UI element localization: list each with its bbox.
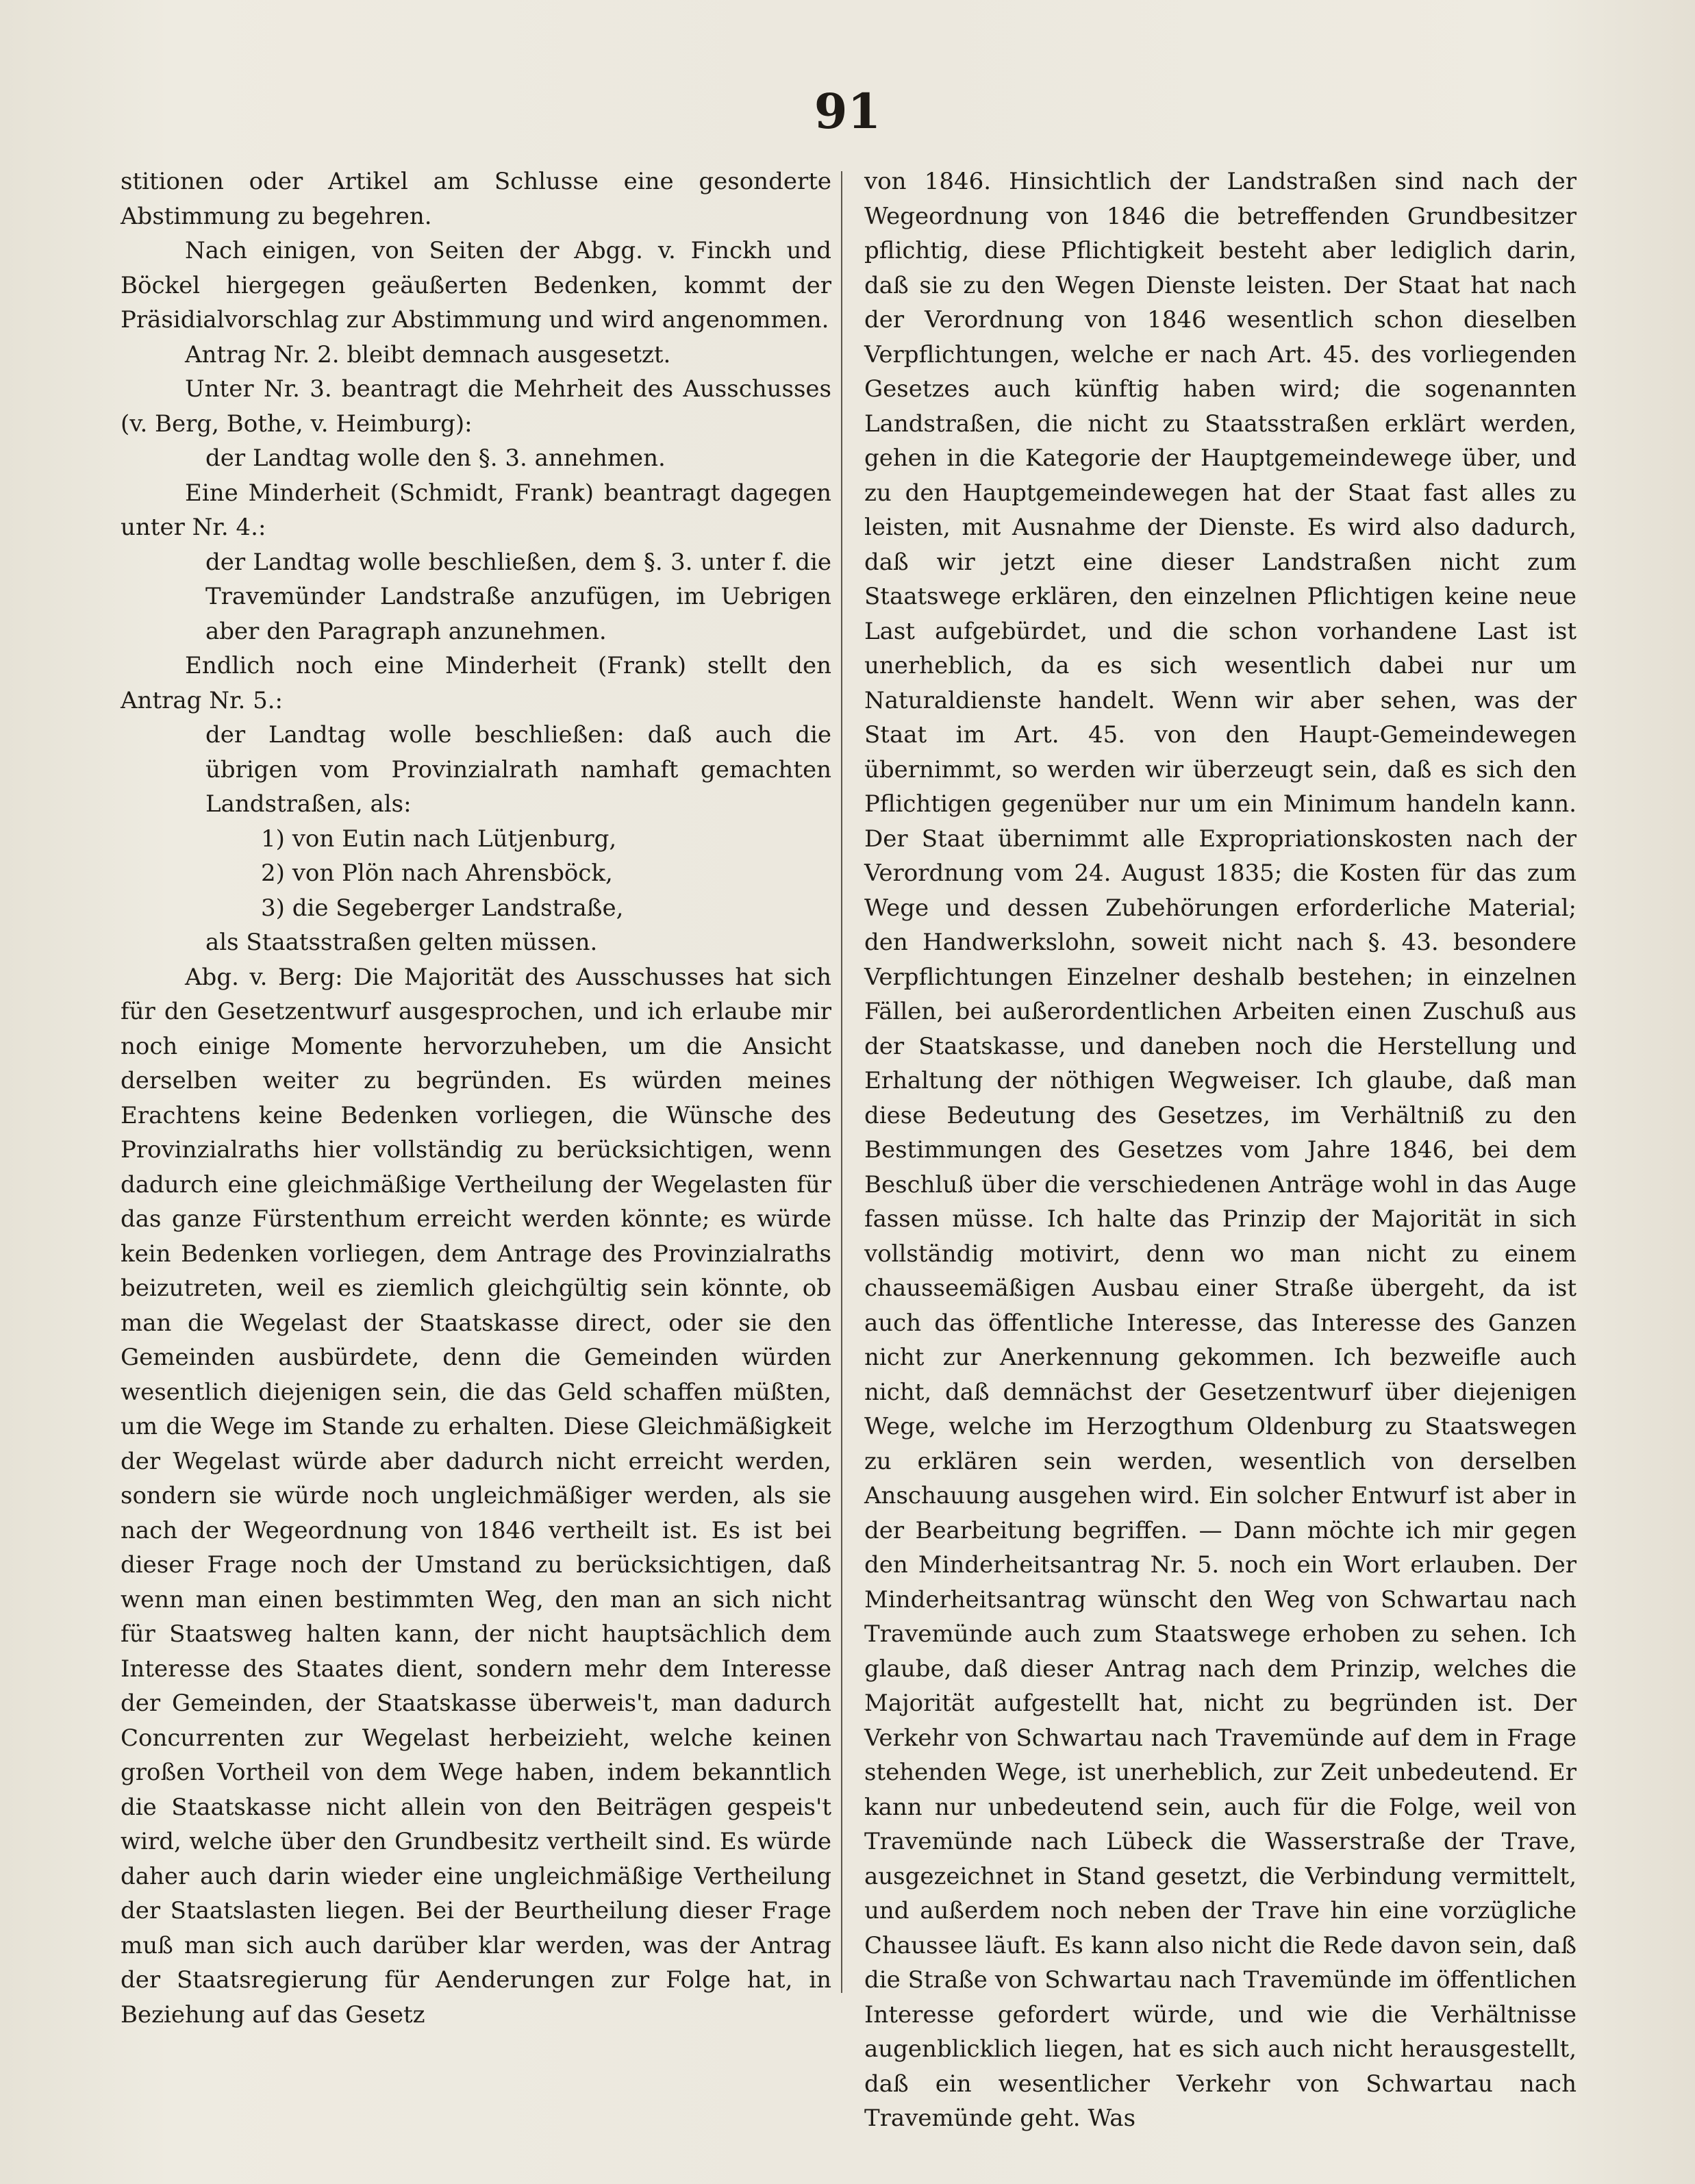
paragraph: stitionen oder Artikel am Schlusse eine gesonderte Abstimmung zu begehren. xyxy=(121,168,831,230)
paragraph: Endlich noch eine Minderheit (Frank) stellt den Antrag Nr. 5.: xyxy=(121,652,831,714)
list-item: 1) von Eutin nach Lütjenburg, xyxy=(261,825,617,853)
motion-text: als Staatsstraßen gelten müssen. xyxy=(205,929,598,956)
motion-text: der Landtag wolle beschließen: daß auch die übrigen vom Provinzialrath namhaft gemachten Landstraßen, als: xyxy=(205,721,831,818)
list-item: 3) die Segeberger Landstraße, xyxy=(261,894,624,922)
page-number: 91 xyxy=(814,83,881,140)
list-item: 2) von Plön nach Ahrensböck, xyxy=(261,859,613,887)
column-divider xyxy=(841,171,842,1993)
paragraph: Antrag Nr. 2. bleibt demnach ausgesetzt. xyxy=(185,340,671,368)
speech-paragraph: Abg. v. Berg: Die Majorität des Ausschusses hat sich für den Gesetzentwurf ausgesprochen, und ich erlaube mir noch einige Momente hervorzuheben, um die Ansicht derselben weiter zu begründen. Es würden meines Erachtens keine Bedenken vorliegen, die Wünsche des Provinzialraths hier vollständig zu berücksichtigen, wenn dadurch eine gleichmäßige Vertheilung der Wegelasten für das ganze Fürstenthum erreicht werden könnte; es würde kein Bedenken vorliegen, dem Antrage des Provinzialraths beizutreten, weil es ziemlich gleichgültig sein könnte, ob man die Wegelast der Staatskasse direct, oder sie den Gemeinden ausbürdete, denn die Gemeinden würden wesentlich diejenigen sein, die das Geld schaffen müßten, um die Wege im Stande zu erhalten. Diese Gleichmäßigkeit der Wegelast würde aber dadurch nicht erreicht werden, sondern sie würde noch ungleichmäßiger werden, als sie nach der Wegeordnung von 1846 vertheilt ist. Es ist bei dieser Frage noch der Umstand zu berücksichtigen, daß wenn man einen bestimmten Weg, den man an sich nicht für Staatsweg halten kann, der nicht hauptsächlich dem Interesse des Staates dient, sondern mehr dem Interesse der Gemeinden, der Staatskasse überweis't, man dadurch Concurrenten zur Wegelast herbeizieht, welche keinen großen Vortheil von dem Wege haben, indem bekanntlich die Staatskasse nicht allein von den Beiträgen gespeis't wird, welche über den Grundbesitz vertheilt sind. Es würde daher auch darin wieder eine ungleichmäßige Vertheilung der Staatslasten liegen. Bei der Beurtheilung dieser Frage muß man sich auch darüber klar werden, was der Antrag der Staatsregierung für Aenderungen zur Folge hat, in Beziehung auf das Gesetz xyxy=(121,963,831,2029)
paragraph: Eine Minderheit (Schmidt, Frank) beantragt dagegen unter Nr. 4.: xyxy=(121,479,831,541)
motion-text: der Landtag wolle den §. 3. annehmen. xyxy=(205,444,666,472)
paragraph: von 1846. Hinsichtlich der Landstraßen sind nach der Wegeordnung von 1846 die betreffenden Grundbesitzer pflichtig, diese Pflichtigkeit besteht aber lediglich darin, daß sie zu den Wegen Dienste leisten. Der Staat hat nach der Verordnung von 1846 wesentlich schon dieselben Verpflichtungen, welche er nach Art. 45. des vorliegenden Gesetzes auch künftig haben wird; die sogenannten Landstraßen, die nicht zu Staatsstraßen erklärt werden, gehen in die Kategorie der Hauptgemeindewege über, und zu den Hauptgemeindewegen hat der Staat fast alles zu leisten, mit Ausnahme der Dienste. Es wird also dadurch, daß wir jetzt eine dieser Landstraßen nicht zum Staatswege erklären, den einzelnen Pflichtigen keine neue Last aufgebürdet, und die schon vorhandene Last ist unerheblich, da es sich wesentlich dabei nur um Naturaldienste handelt. Wenn wir aber sehen, was der Staat im Art. 45. von den Haupt-Gemeindewegen übernimmt, so werden wir überzeugt sein, daß es sich den Pflichtigen gegenüber nur um ein Minimum handeln kann. Der Staat übernimmt alle Expropriationskosten nach der Verordnung vom 24. August 1835; die Kosten für das zum Wege und dessen Zubehörungen erforderliche Material; den Handwerkslohn, soweit nicht nach §. 43. besondere Verpflichtungen Einzelner deshalb bestehen; in einzelnen Fällen, bei außerordentlichen Arbeiten einen Zuschuß aus der Staatskasse, und daneben noch die Herstellung und Erhaltung der nöthigen Wegweiser. Ich glaube, daß man diese Bedeutung des Gesetzes, im Verhältniß zu den Bestimmungen des Gesetzes vom Jahre 1846, bei dem Beschluß über die verschiedenen Anträge wohl in das Auge fassen müsse. Ich halte das Prinzip der Majorität in sich vollständig motivirt, denn wo man nicht zu einem chausseemäßigen Ausbau einer Straße übergeht, da ist auch das öffentliche Interesse, das Interesse des Ganzen nicht zur Anerkennung gekommen. Ich bezweifle auch nicht, daß demnächst der Gesetzentwurf über diejenigen Wege, welche im Herzogthum Oldenburg zu Staatswegen zu erklären sein werden, wesentlich von derselben Anschauung ausgehen wird. Ein solcher Entwurf ist aber in der Bearbeitung begriffen. — Dann möchte ich mir gegen den Minderheitsantrag Nr. 5. noch ein Wort erlauben. Der Minderheitsantrag wünscht den Weg von Schwartau nach Travemünde auch zum Staatswege erhoben zu sehen. Ich glaube, daß dieser Antrag nach dem Prinzip, welches die Majorität aufgestellt hat, nicht zu begründen ist. Der Verkehr von Schwartau nach Travemünde auf dem in Frage stehenden Wege, ist unerheblich, zur Zeit unbedeutend. Er kann nur unbedeutend sein, auch für die Folge, weil von Travemünde nach Lübeck die Wasserstraße der Trave, ausgezeichnet in Stand gesetzt, die Verbindung vermittelt, und außerdem noch neben der Trave hin eine vorzügliche Chaussee läuft. Es kann also nicht die Rede davon sein, daß die Straße von Schwartau nach Travemünde im öffentlichen Interesse gefordert würde, und wie die Verhältnisse augenblicklich liegen, hat es sich auch nicht herausgestellt, daß ein wesentlicher Verkehr von Schwartau nach Travemünde geht. Was xyxy=(864,168,1577,2132)
motion-text: der Landtag wolle beschließen, dem §. 3. unter f. die Travemünder Landstraße anzufügen, im Uebrigen aber den Paragraph anzunehmen. xyxy=(205,548,831,645)
right-column xyxy=(864,164,1577,2136)
paragraph: Nach einigen, von Seiten der Abgg. v. Finckh und Böckel hiergegen geäußerten Bedenken, kommt der Präsidialvorschlag zur Abstimmung und wird angenommen. xyxy=(121,237,831,334)
left-column xyxy=(121,164,831,2032)
paragraph: Unter Nr. 3. beantragt die Mehrheit des Ausschusses (v. Berg, Bothe, v. Heimburg): xyxy=(121,375,831,438)
